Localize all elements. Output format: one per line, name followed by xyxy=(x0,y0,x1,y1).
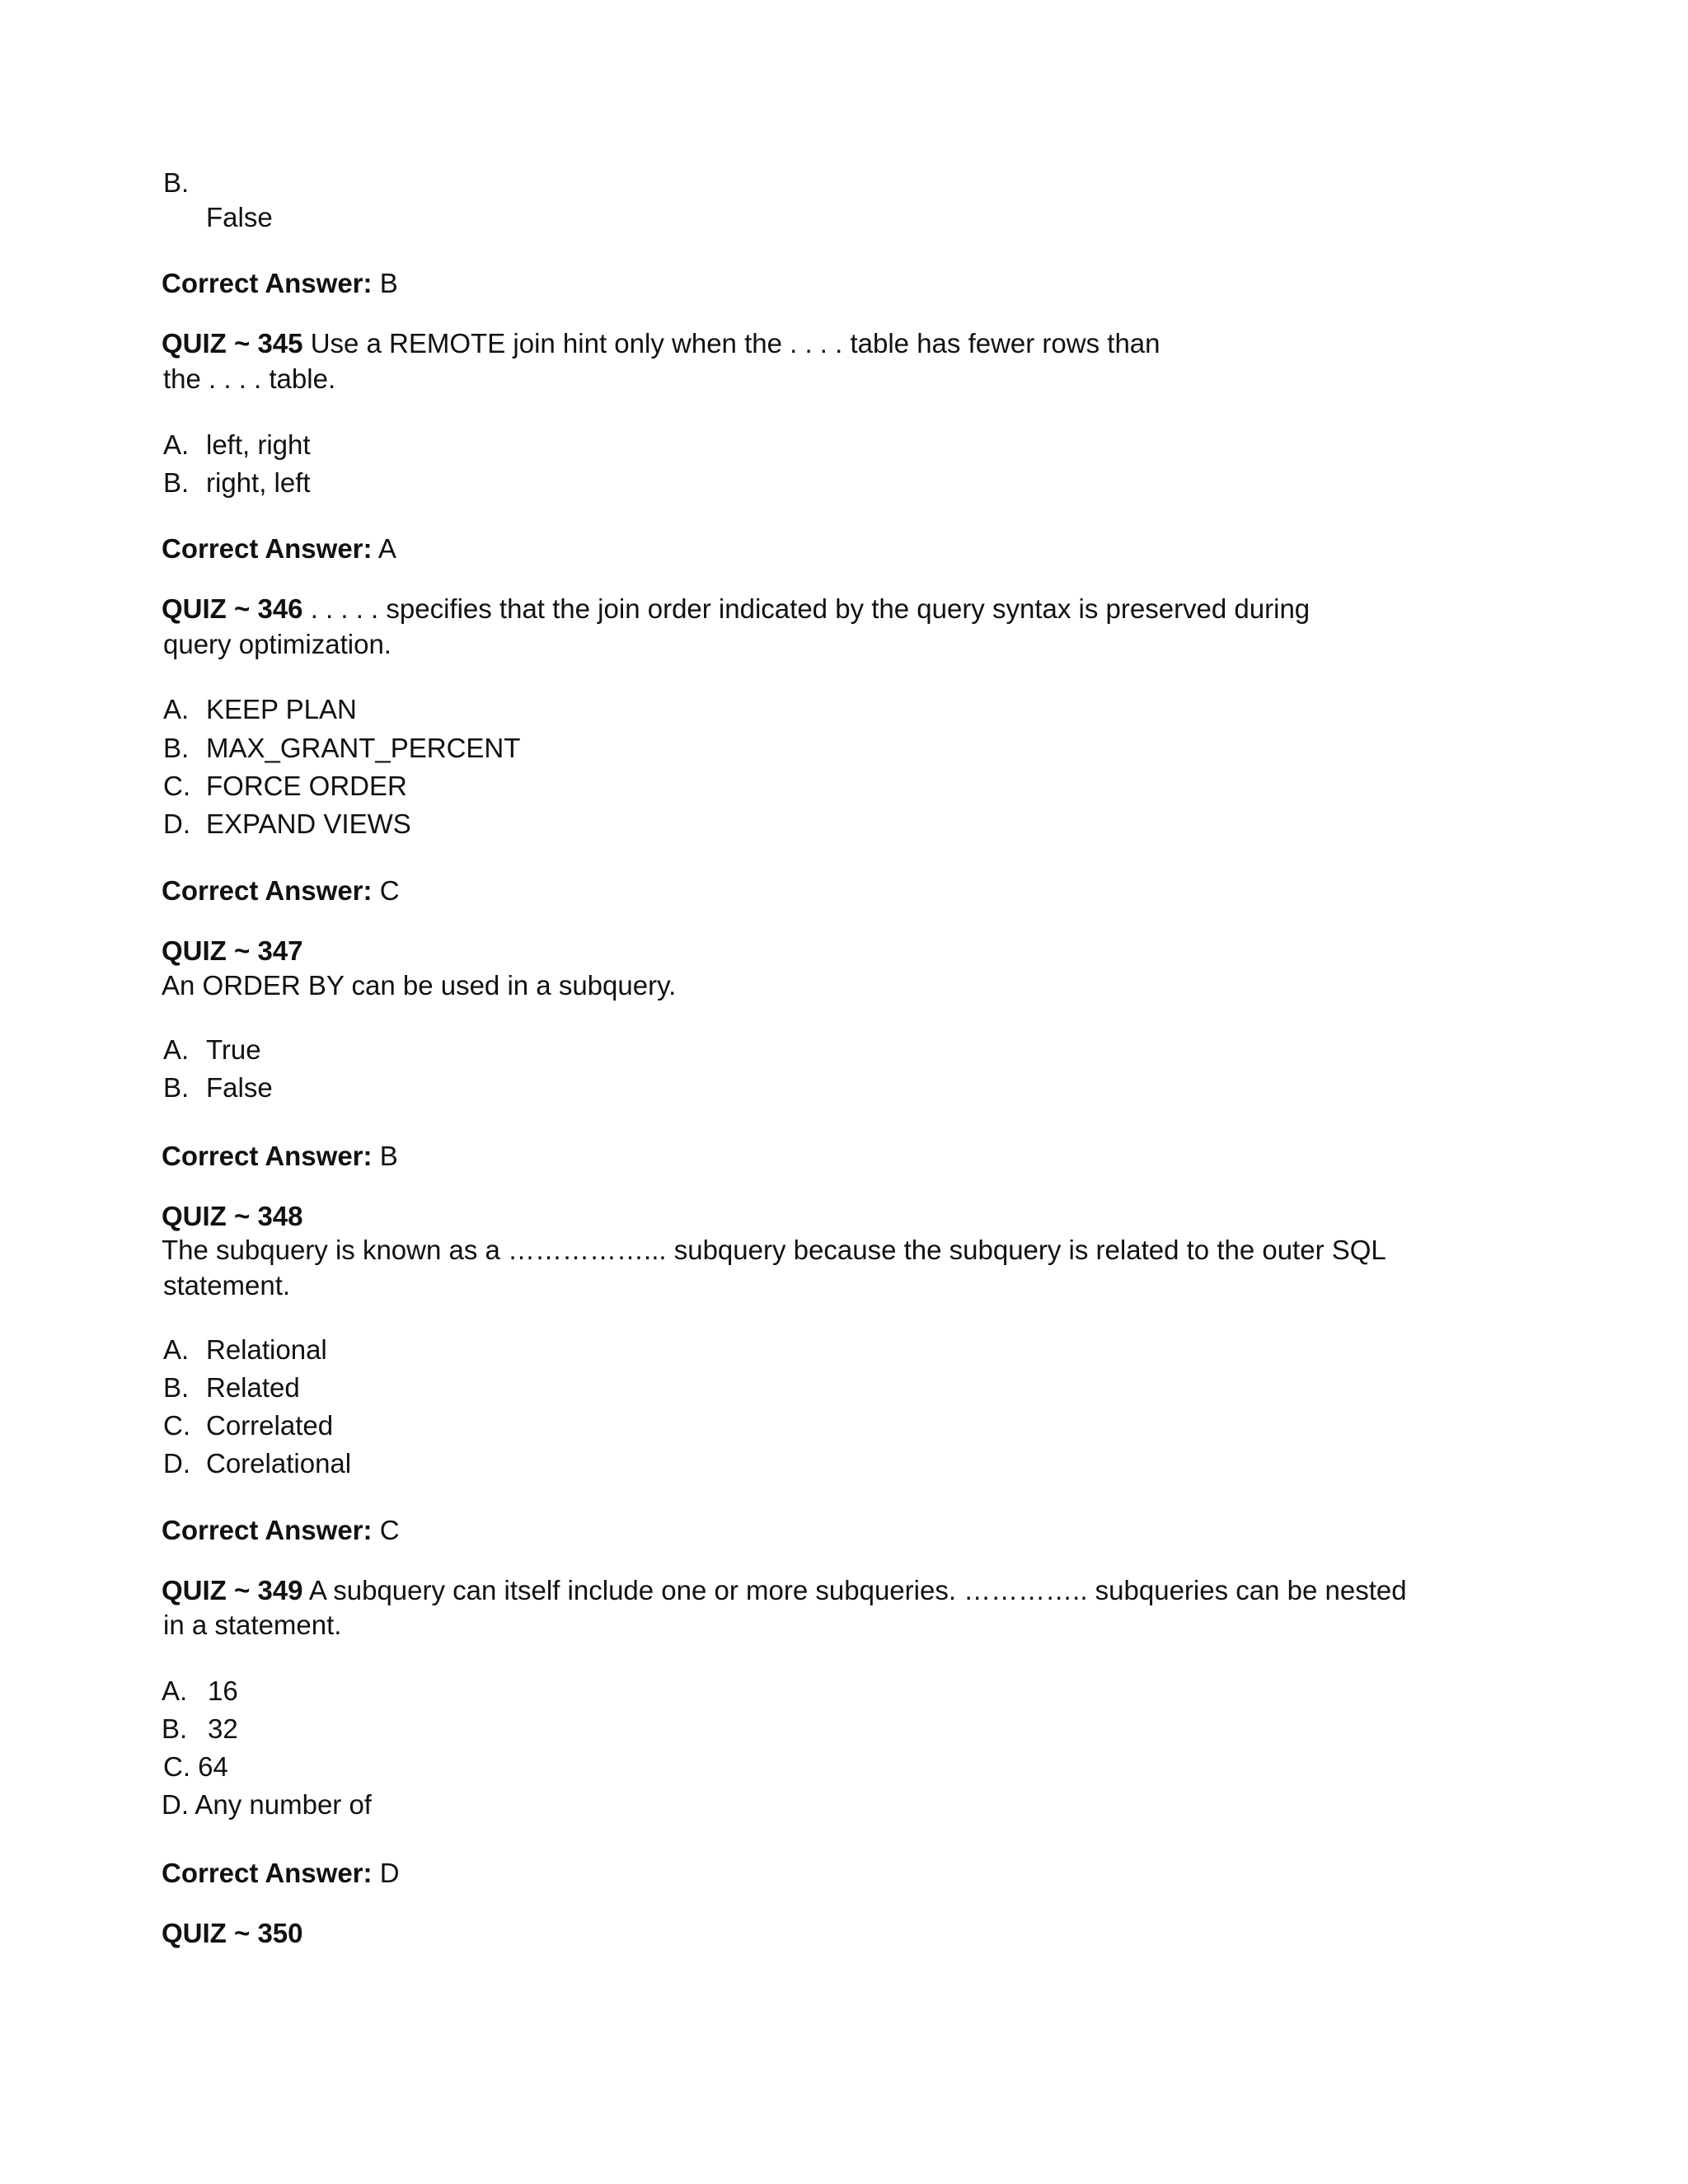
correct-answer-label: Correct Answer: xyxy=(162,533,373,564)
quiz-347-header xyxy=(162,935,303,968)
option-label: C. xyxy=(163,1751,190,1782)
option-text: right, left xyxy=(206,467,311,498)
option-text: left, right xyxy=(206,429,311,460)
quiz-label: QUIZ ~ xyxy=(162,328,251,359)
question-text: . . . . . specifies that the join order indicated by the query syntax is preserved during xyxy=(310,593,1311,624)
quiz-348-header xyxy=(162,1200,303,1233)
option-text: 16 xyxy=(208,1675,238,1706)
option-label: B. xyxy=(163,167,190,198)
option-label: D. xyxy=(163,808,190,839)
correct-answer-value: B xyxy=(379,1141,398,1171)
correct-answer xyxy=(162,874,400,907)
quiz-number: 345 xyxy=(257,328,303,359)
quiz-number: 349 xyxy=(257,1575,303,1605)
correct-answer xyxy=(162,1514,400,1547)
option-text: FORCE ORDER xyxy=(206,771,407,801)
option-label: B. xyxy=(162,1713,188,1744)
option-text: 32 xyxy=(208,1713,238,1744)
option-text: Corelational xyxy=(206,1448,352,1479)
correct-answer xyxy=(162,267,398,300)
option-text: False xyxy=(206,1072,273,1103)
option-text: KEEP PLAN xyxy=(206,694,357,724)
option-label: B. xyxy=(163,1072,190,1103)
correct-answer-label: Correct Answer: xyxy=(162,1515,373,1545)
option-text: 64 xyxy=(198,1751,228,1782)
option-text: MAX_GRANT_PERCENT xyxy=(206,733,521,763)
quiz-label: QUIZ ~ xyxy=(162,1918,251,1948)
option-label: B. xyxy=(163,467,190,498)
option-label: A. xyxy=(163,694,190,724)
question-text: A subquery can itself include one or more subqueries. ………….. subqueries can be nested xyxy=(308,1575,1407,1605)
option-text: True xyxy=(206,1034,261,1065)
option-text: False xyxy=(206,202,273,232)
correct-answer-value: C xyxy=(379,875,400,906)
option-label: A. xyxy=(163,429,190,460)
correct-answer xyxy=(162,532,396,565)
quiz-349-question xyxy=(162,1574,1407,1607)
quiz-number: 347 xyxy=(257,935,303,966)
correct-answer-label: Correct Answer: xyxy=(162,1141,373,1171)
quiz-number: 346 xyxy=(257,593,303,624)
quiz-label: QUIZ ~ xyxy=(162,935,251,966)
option-label: A. xyxy=(163,1034,190,1065)
option-text: Correlated xyxy=(206,1410,334,1441)
option-label: A. xyxy=(163,1334,190,1365)
correct-answer-value: C xyxy=(379,1515,400,1545)
correct-answer-value: D xyxy=(379,1858,400,1888)
quiz-number: 350 xyxy=(257,1918,303,1948)
option-label: A. xyxy=(162,1675,188,1706)
question-text-continued: query optimization. xyxy=(163,629,392,659)
quiz-350-header xyxy=(162,1917,303,1950)
question-text: An ORDER BY can be used in a subquery. xyxy=(162,970,677,1001)
option-label: D. xyxy=(162,1789,189,1820)
option-label: B. xyxy=(163,1372,190,1403)
option-text: Relational xyxy=(206,1334,327,1365)
option-item xyxy=(163,1750,228,1783)
correct-answer xyxy=(162,1140,398,1173)
option-text: EXPAND VIEWS xyxy=(206,808,411,839)
correct-answer xyxy=(162,1857,400,1890)
quiz-label: QUIZ ~ xyxy=(162,593,251,624)
correct-answer-label: Correct Answer: xyxy=(162,1858,373,1888)
correct-answer-label: Correct Answer: xyxy=(162,875,373,906)
quiz-346-question xyxy=(162,593,1310,626)
option-label: D. xyxy=(163,1448,190,1479)
correct-answer-value: B xyxy=(379,268,398,298)
option-text: Any number of xyxy=(195,1789,372,1820)
question-text: The subquery is known as a ……………... subquery because the subquery is related to the outer SQL xyxy=(162,1235,1386,1265)
option-label: C. xyxy=(163,1410,190,1441)
question-text-continued: statement. xyxy=(163,1270,291,1301)
quiz-number: 348 xyxy=(257,1201,303,1231)
option-label: C. xyxy=(163,771,190,801)
question-text-continued: the . . . . table. xyxy=(163,363,336,394)
option-label: B. xyxy=(163,733,190,763)
correct-answer-label: Correct Answer: xyxy=(162,268,373,298)
quiz-345-question xyxy=(162,327,1160,360)
correct-answer-value: A xyxy=(377,533,396,564)
question-text: Use a REMOTE join hint only when the . . . . table has fewer rows than xyxy=(310,328,1160,359)
question-text-continued: in a statement. xyxy=(163,1610,342,1640)
quiz-label: QUIZ ~ xyxy=(162,1201,251,1231)
quiz-label: QUIZ ~ xyxy=(162,1575,251,1605)
option-text: Related xyxy=(206,1372,300,1403)
option-item xyxy=(162,1788,372,1821)
